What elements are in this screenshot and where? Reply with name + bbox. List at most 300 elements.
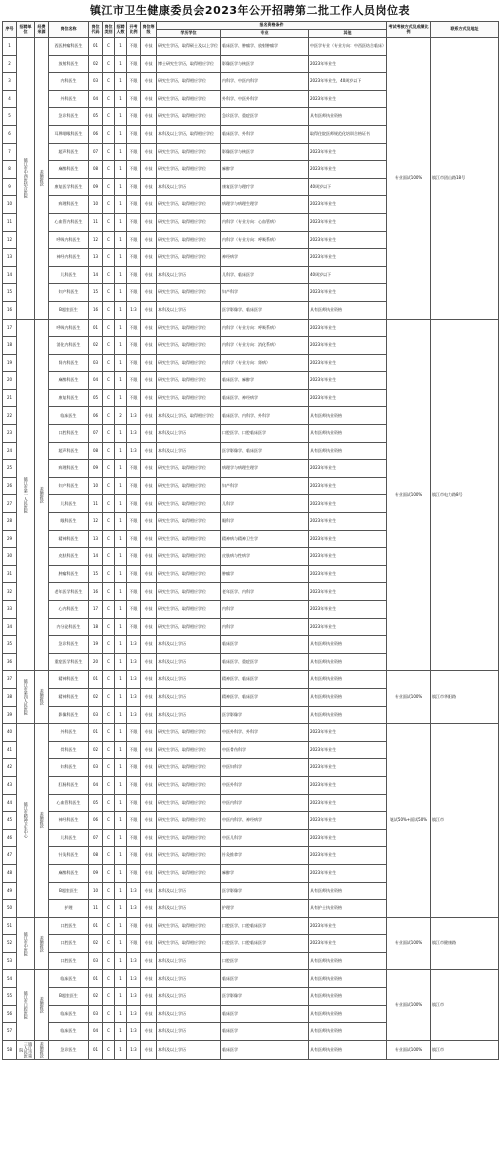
cell-post-type: C: [103, 794, 115, 812]
cell-count: 1: [115, 759, 127, 777]
cell-major: 临床医学: [221, 970, 309, 988]
cell-count: 1: [115, 688, 127, 706]
cell-education: 研究生学历，取得相应学位: [157, 477, 221, 495]
cell-level: 专技: [141, 389, 157, 407]
cell-count: 1: [115, 161, 127, 179]
cell-no: 4: [3, 90, 17, 108]
cell-no: 12: [3, 231, 17, 249]
cell-other: 具有医师执业资格: [309, 1040, 387, 1060]
cell-post-type: C: [103, 319, 115, 337]
cell-count: 1: [115, 372, 127, 390]
cell-other: 具有医师执业资格: [309, 1023, 387, 1041]
cell-post-code: 08: [89, 161, 103, 179]
cell-education: 本科及以上学历: [157, 952, 221, 970]
cell-no: 36: [3, 653, 17, 671]
cell-other: 2023年毕业生: [309, 249, 387, 267]
cell-level: 专技: [141, 319, 157, 337]
cell-post-code: 02: [89, 988, 103, 1006]
cell-post-code: 12: [89, 513, 103, 531]
cell-funding: 差额拨款: [35, 970, 49, 1040]
cell-major: 麻醉学: [221, 864, 309, 882]
cell-no: 19: [3, 354, 17, 372]
cell-education: 研究生学历，取得相应学位: [157, 864, 221, 882]
cell-education: 研究生学历，取得相应学位: [157, 829, 221, 847]
cell-level: 专技: [141, 917, 157, 935]
cell-post-type: C: [103, 530, 115, 548]
cell-education: 本科及以上学历: [157, 1005, 221, 1023]
cell-education: 研究生学历，取得相应学位: [157, 917, 221, 935]
cell-count: 1: [115, 636, 127, 654]
cell-major: 皮肤病与性病学: [221, 548, 309, 566]
cell-post-type: C: [103, 741, 115, 759]
cell-other: 具有医师执业资格: [309, 653, 387, 671]
cell-no: 32: [3, 583, 17, 601]
col-conditions: 报名资格条件: [157, 22, 387, 30]
cell-level: 专技: [141, 900, 157, 918]
cell-post-name: 内科医生: [49, 73, 89, 91]
cell-count: 1: [115, 213, 127, 231]
cell-ratio: 不限: [127, 389, 141, 407]
cell-ratio: 1:3: [127, 636, 141, 654]
cell-ratio: 不限: [127, 741, 141, 759]
cell-count: 1: [115, 460, 127, 478]
cell-ratio: 1:3: [127, 407, 141, 425]
cell-count: 2: [115, 407, 127, 425]
cell-post-type: C: [103, 1005, 115, 1023]
col-post-type: 岗位类别: [103, 22, 115, 38]
cell-no: 2: [3, 55, 17, 73]
cell-ratio: 1:3: [127, 653, 141, 671]
cell-post-type: C: [103, 196, 115, 214]
cell-post-name: 皮肤科医生: [49, 548, 89, 566]
cell-no: 49: [3, 882, 17, 900]
cell-level: 专技: [141, 90, 157, 108]
cell-post-name: 精神科医生: [49, 671, 89, 689]
cell-other: 2023年毕业生: [309, 90, 387, 108]
cell-post-type: C: [103, 460, 115, 478]
cell-other: 2023年毕业生: [309, 601, 387, 619]
cell-other: 中医学专业（专业方向：中西医结合临床）: [309, 38, 387, 56]
cell-ratio: 1:3: [127, 900, 141, 918]
cell-post-code: 16: [89, 583, 103, 601]
cell-count: 1: [115, 530, 127, 548]
cell-no: 33: [3, 601, 17, 619]
cell-post-code: 06: [89, 125, 103, 143]
cell-post-type: C: [103, 266, 115, 284]
cell-major: 外科学、中医外科学: [221, 90, 309, 108]
cell-major: 临床医学: [221, 636, 309, 654]
cell-post-code: 01: [89, 319, 103, 337]
cell-no: 15: [3, 284, 17, 302]
cell-count: 1: [115, 741, 127, 759]
cell-ratio: 1:3: [127, 970, 141, 988]
cell-level: 专技: [141, 1040, 157, 1060]
cell-post-name: 临床医生: [49, 1023, 89, 1041]
cell-major: 妇产科学: [221, 284, 309, 302]
cell-level: 专技: [141, 425, 157, 443]
cell-contact: 镇江市健康路: [431, 917, 499, 970]
cell-post-type: C: [103, 759, 115, 777]
cell-ratio: 不限: [127, 794, 141, 812]
cell-no: 17: [3, 319, 17, 337]
cell-post-name: 儿科医生: [49, 829, 89, 847]
cell-major: 临床医学、神经病学: [221, 389, 309, 407]
cell-no: 29: [3, 530, 17, 548]
cell-education: 本科及以上学历，取得相应学位: [157, 125, 221, 143]
cell-no: 22: [3, 407, 17, 425]
cell-other: 2023年毕业生: [309, 530, 387, 548]
cell-major: 内科学、中医内科学: [221, 73, 309, 91]
cell-education: 研究生学历，取得相应学位: [157, 548, 221, 566]
cell-unit: 镇江市第四人民医院: [17, 671, 35, 724]
cell-count: 1: [115, 812, 127, 830]
cell-post-code: 07: [89, 425, 103, 443]
cell-education: 本科及以上学历: [157, 882, 221, 900]
cell-major: 内科学: [221, 618, 309, 636]
col-funding: 经费来源: [35, 22, 49, 38]
cell-funding: 差额拨款: [35, 1040, 49, 1060]
cell-level: 专技: [141, 125, 157, 143]
cell-count: 1: [115, 829, 127, 847]
cell-count: 1: [115, 917, 127, 935]
cell-level: 专技: [141, 337, 157, 355]
cell-post-type: C: [103, 952, 115, 970]
cell-count: 1: [115, 425, 127, 443]
cell-count: 1: [115, 900, 127, 918]
cell-post-name: 精神科医生: [49, 530, 89, 548]
cell-post-type: C: [103, 249, 115, 267]
cell-ratio: 不限: [127, 495, 141, 513]
cell-ratio: 不限: [127, 319, 141, 337]
cell-unit: 镇江市第三人民医院: [17, 1040, 35, 1060]
cell-post-type: C: [103, 601, 115, 619]
cell-major: 妇产科学: [221, 477, 309, 495]
cell-post-code: 03: [89, 354, 103, 372]
cell-no: 39: [3, 706, 17, 724]
cell-level: 专技: [141, 407, 157, 425]
cell-no: 6: [3, 125, 17, 143]
cell-post-name: B超室医生: [49, 988, 89, 1006]
cell-no: 27: [3, 495, 17, 513]
cell-post-type: C: [103, 161, 115, 179]
cell-no: 21: [3, 389, 17, 407]
cell-other: 40周岁以下: [309, 266, 387, 284]
cell-count: 1: [115, 882, 127, 900]
cell-level: 专技: [141, 970, 157, 988]
col-count: 招聘人数: [115, 22, 127, 38]
cell-post-code: 09: [89, 178, 103, 196]
cell-education: 研究生学历，取得相应学位: [157, 337, 221, 355]
cell-post-name: 康复科医生: [49, 389, 89, 407]
cell-level: 专技: [141, 706, 157, 724]
cell-no: 28: [3, 513, 17, 531]
cell-post-name: 耳鼻咽喉科医生: [49, 125, 89, 143]
cell-education: 本科及以上学历: [157, 671, 221, 689]
cell-post-code: 02: [89, 935, 103, 953]
cell-other: 具有护士执业资格: [309, 900, 387, 918]
cell-count: 1: [115, 73, 127, 91]
cell-education: 本科及以上学历: [157, 178, 221, 196]
cell-ratio: 不限: [127, 548, 141, 566]
cell-post-type: C: [103, 108, 115, 126]
cell-post-name: 麻醉科医生: [49, 161, 89, 179]
cell-method: 专业面试100%: [387, 970, 431, 1040]
cell-post-name: 麻醉科医生: [49, 864, 89, 882]
cell-count: 1: [115, 196, 127, 214]
cell-level: 专技: [141, 583, 157, 601]
cell-other: 2023年毕业生: [309, 55, 387, 73]
cell-ratio: 不限: [127, 108, 141, 126]
cell-ratio: 不限: [127, 196, 141, 214]
cell-ratio: 不限: [127, 917, 141, 935]
cell-major: 精神医学、临床医学: [221, 671, 309, 689]
cell-post-name: 儿科医生: [49, 495, 89, 513]
col-method: 考试考核方式及成绩比例: [387, 22, 431, 38]
cell-education: 研究生学历，取得相应学位: [157, 741, 221, 759]
cell-no: 8: [3, 161, 17, 179]
cell-funding: 差额拨款: [35, 917, 49, 970]
cell-education: 研究生学历，取得相应学位: [157, 284, 221, 302]
cell-education: 研究生学历，取得相应学位: [157, 724, 221, 742]
cell-education: 研究生学历，取得相应学位: [157, 601, 221, 619]
cell-major: 内科学: [221, 601, 309, 619]
cell-count: 1: [115, 143, 127, 161]
cell-no: 10: [3, 196, 17, 214]
table-row: [3, 319, 499, 337]
cell-post-name: 西医肿瘤科医生: [49, 38, 89, 56]
cell-count: 1: [115, 864, 127, 882]
cell-other: 2023年毕业生: [309, 935, 387, 953]
cell-post-name: 儿科医生: [49, 266, 89, 284]
cell-post-name: 口腔医生: [49, 952, 89, 970]
table-row: [3, 1040, 499, 1060]
cell-other: 具有医师执业资格: [309, 970, 387, 988]
cell-post-name: 临床医生: [49, 407, 89, 425]
cell-other: 2023年毕业生: [309, 776, 387, 794]
cell-count: 1: [115, 847, 127, 865]
cell-education: 研究生学历，取得相应学位: [157, 776, 221, 794]
cell-education: 本科及以上学历: [157, 301, 221, 319]
cell-count: 1: [115, 706, 127, 724]
cell-major: 口腔医学、口腔临床医学: [221, 917, 309, 935]
cell-count: 1: [115, 266, 127, 284]
cell-post-code: 02: [89, 337, 103, 355]
cell-post-name: 急诊医生: [49, 1040, 89, 1060]
cell-post-type: C: [103, 143, 115, 161]
cell-post-type: C: [103, 178, 115, 196]
cell-post-type: C: [103, 688, 115, 706]
cell-contact: 镇江市: [431, 724, 499, 918]
cell-count: 1: [115, 1023, 127, 1041]
cell-ratio: 不限: [127, 935, 141, 953]
cell-post-code: 03: [89, 952, 103, 970]
cell-ratio: 不限: [127, 530, 141, 548]
cell-post-type: C: [103, 900, 115, 918]
cell-post-type: C: [103, 847, 115, 865]
cell-level: 专技: [141, 636, 157, 654]
cell-ratio: 不限: [127, 213, 141, 231]
cell-major: 医学影像学: [221, 882, 309, 900]
col-post-name: 岗位名称: [49, 22, 89, 38]
cell-post-code: 15: [89, 565, 103, 583]
cell-post-name: 麻醉科医生: [49, 372, 89, 390]
col-no: 序号: [3, 22, 17, 38]
cell-post-code: 16: [89, 301, 103, 319]
cell-post-type: C: [103, 706, 115, 724]
cell-count: 1: [115, 354, 127, 372]
cell-post-type: C: [103, 407, 115, 425]
cell-post-type: C: [103, 565, 115, 583]
cell-post-code: 08: [89, 442, 103, 460]
cell-post-code: 11: [89, 900, 103, 918]
cell-post-name: 精神科医生: [49, 688, 89, 706]
cell-other: 2023年毕业生: [309, 337, 387, 355]
cell-education: 本科及以上学历: [157, 1040, 221, 1060]
cell-post-code: 03: [89, 1005, 103, 1023]
cell-level: 专技: [141, 935, 157, 953]
cell-education: 研究生学历，取得相应学位: [157, 389, 221, 407]
cell-post-name: 神经科医生: [49, 812, 89, 830]
cell-education: 博士研究生学历，取得相应学位: [157, 55, 221, 73]
cell-post-type: C: [103, 90, 115, 108]
cell-major: 肿瘤学: [221, 565, 309, 583]
cell-no: 41: [3, 741, 17, 759]
cell-no: 20: [3, 372, 17, 390]
cell-post-type: C: [103, 636, 115, 654]
cell-major: 精神医学、临床医学: [221, 688, 309, 706]
cell-count: 1: [115, 495, 127, 513]
cell-post-name: 放射科医生: [49, 55, 89, 73]
cell-other: 具有医师执业资格: [309, 407, 387, 425]
cell-post-code: 11: [89, 213, 103, 231]
cell-post-name: 心血管内科医生: [49, 213, 89, 231]
cell-education: 本科及以上学历: [157, 636, 221, 654]
cell-level: 专技: [141, 143, 157, 161]
cell-post-name: 急诊科医生: [49, 108, 89, 126]
cell-education: 本科及以上学历: [157, 266, 221, 284]
cell-level: 专技: [141, 372, 157, 390]
cell-ratio: 不限: [127, 284, 141, 302]
cell-no: 7: [3, 143, 17, 161]
cell-no: 52: [3, 935, 17, 953]
col-post-code: 岗位代码: [89, 22, 103, 38]
cell-post-type: C: [103, 1040, 115, 1060]
cell-level: 专技: [141, 73, 157, 91]
cell-major: 口腔医学、口腔临床医学: [221, 935, 309, 953]
cell-post-name: 外科医生: [49, 90, 89, 108]
cell-post-name: 重症医学科医生: [49, 653, 89, 671]
cell-other: 2023年毕业生: [309, 565, 387, 583]
cell-education: 研究生学历，取得相应学位: [157, 565, 221, 583]
cell-post-type: C: [103, 442, 115, 460]
cell-level: 专技: [141, 301, 157, 319]
cell-major: 内科学（专业方向：呼吸系病）: [221, 319, 309, 337]
cell-contact: 镇江市: [431, 1040, 499, 1060]
cell-ratio: 1:3: [127, 1023, 141, 1041]
cell-post-code: 02: [89, 741, 103, 759]
cell-education: 研究生学历，取得相应学位: [157, 618, 221, 636]
cell-no: 18: [3, 337, 17, 355]
cell-ratio: 不限: [127, 143, 141, 161]
cell-other: 具有医师执业资格: [309, 425, 387, 443]
cell-major: 临床医学、重症医学: [221, 653, 309, 671]
cell-other: 取得住院医师规范化培训合格证书: [309, 125, 387, 143]
cell-method: 专业面试100%: [387, 1040, 431, 1060]
cell-post-code: 03: [89, 73, 103, 91]
cell-education: 研究生学历，取得相应学位: [157, 161, 221, 179]
cell-education: 研究生学历，取得相应学位: [157, 847, 221, 865]
cell-no: 53: [3, 952, 17, 970]
cell-education: 本科及以上学历: [157, 706, 221, 724]
cell-other: 2023年毕业生: [309, 759, 387, 777]
cell-post-type: C: [103, 73, 115, 91]
cell-post-type: C: [103, 882, 115, 900]
cell-post-name: 骨科医生: [49, 741, 89, 759]
cell-post-code: 04: [89, 776, 103, 794]
cell-count: 1: [115, 952, 127, 970]
cell-post-code: 18: [89, 618, 103, 636]
cell-ratio: 1:3: [127, 688, 141, 706]
cell-no: 57: [3, 1023, 17, 1041]
cell-ratio: 不限: [127, 829, 141, 847]
cell-method: 专业面试100%: [387, 917, 431, 970]
cell-level: 专技: [141, 812, 157, 830]
cell-ratio: 不限: [127, 55, 141, 73]
cell-post-name: 针灸科医生: [49, 847, 89, 865]
cell-funding: 差额拨款: [35, 319, 49, 671]
cell-post-type: C: [103, 513, 115, 531]
cell-count: 1: [115, 442, 127, 460]
cell-level: 专技: [141, 284, 157, 302]
cell-post-name: 口腔科医生: [49, 425, 89, 443]
cell-unit: 镇江市中西医结合医院: [17, 38, 35, 320]
cell-count: 1: [115, 90, 127, 108]
cell-other: 2023年毕业生: [309, 284, 387, 302]
cell-post-type: C: [103, 653, 115, 671]
cell-major: 神经病学: [221, 249, 309, 267]
cell-post-type: C: [103, 125, 115, 143]
cell-no: 11: [3, 213, 17, 231]
cell-major: 中医内科学: [221, 794, 309, 812]
cell-post-code: 01: [89, 970, 103, 988]
cell-other: 具有医师执业资格: [309, 442, 387, 460]
cell-ratio: 不限: [127, 178, 141, 196]
cell-post-type: C: [103, 812, 115, 830]
cell-no: 1: [3, 38, 17, 56]
table-row: [3, 917, 499, 935]
cell-post-name: 临床医生: [49, 970, 89, 988]
cell-other: 2023年毕业生: [309, 829, 387, 847]
cell-ratio: 不限: [127, 565, 141, 583]
cell-major: 内科学（专业方向：肾病）: [221, 354, 309, 372]
cell-level: 专技: [141, 653, 157, 671]
cell-level: 专技: [141, 829, 157, 847]
cell-no: 30: [3, 548, 17, 566]
cell-count: 1: [115, 1040, 127, 1060]
cell-count: 1: [115, 970, 127, 988]
cell-post-type: C: [103, 671, 115, 689]
cell-no: 25: [3, 460, 17, 478]
cell-ratio: 不限: [127, 125, 141, 143]
cell-ratio: 不限: [127, 372, 141, 390]
cell-major: 病理学与病理生理学: [221, 196, 309, 214]
cell-level: 专技: [141, 724, 157, 742]
cell-post-type: C: [103, 213, 115, 231]
cell-ratio: 不限: [127, 513, 141, 531]
cell-no: 3: [3, 73, 17, 91]
cell-post-code: 17: [89, 601, 103, 619]
cell-education: 研究生学历，取得相应学位: [157, 759, 221, 777]
